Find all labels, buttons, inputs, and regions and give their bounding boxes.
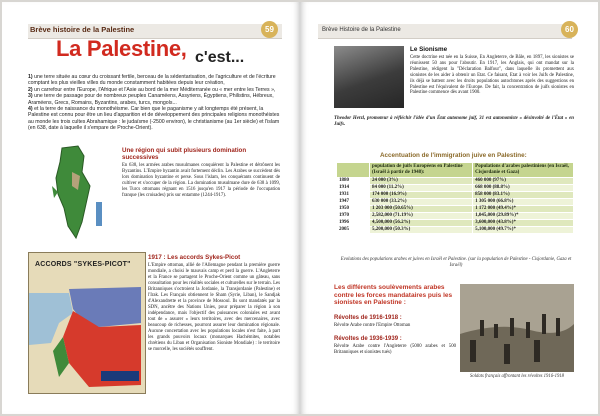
herzl-quote: Theodor Herzl, promoteur à réfléchir l'idée d'un État autonome juif, 31 est autonomiste « désinvolté de l'État » en Juifs. — [334, 116, 574, 127]
left-header-title: Brève histoire de la Palestine — [30, 25, 135, 34]
section-sykes-picot-text: L'Empire ottoman, allié de l'Allemagne pendant la première guerre mondiale, a choisi le mauvais camp et perd la guerre. L'Angleterre et la France se partagent le Proche-Orient comme un gâteau, sans consultation pour les réalités sociales et culturelles sur le terrain. Les Britanniques s'octroient la Jordanie, la Transjordanie (Palestine) et l'Irak. Les Français obtiennent le Sham (Syrie, Liban), le Sandjak d'Alexandrette et la province de Mossoul. Ils sont mandatés par la SDN, ancêtre des Nations Unies, pour préparer la région à son indépendance, mais l'objectif des puissances coloniales est avant tout de « assurer » leurs territoires, avec des mercenaires, avec beaucoup de richesses, pourront assurer leur domination régionale. Aucune concertation avec les populations locales n'est faite, à part les grands pouvoirs locaux (monarques Hachémites, notables chrétiens du Liban et Organisation Sioniste Mondiale) : le territoire se morcelle, les sociétés souffrent. — [148, 263, 281, 352]
herzl-portrait-image — [334, 46, 404, 108]
table-row: 1950 1 203 000 (50.65%) 1 172 000 (49.4%)* — [337, 206, 574, 213]
left-page-number: 59 — [261, 21, 278, 38]
immigration-table-note: Evolutions des populations arabes et juives en Israël et Palestine. (sur la population de Palestine - Cisjordanie, Gaza et Israël) — [340, 257, 572, 268]
right-header-title: Brève Histoire de la Palestine — [322, 27, 401, 33]
table-header-cell: Populations d'arabes palestiniens (en Israël, Cisjordanie et Gaza) — [473, 163, 574, 178]
intro-item: 1) une terre située au cœur du croissant fertile, berceau de la sédentarisation, de l'agriculture et de l'écriture comptant les plus vieilles villes du monde constamment habitées depuis leur création, — [28, 74, 276, 87]
section-revolts — [334, 284, 456, 356]
palestine-map-image — [32, 142, 118, 242]
revolt-1916-title: Révoltes de 1916-1918 : — [334, 314, 402, 321]
soldiers-photo-caption: Soldats français affrontant les révoltes 1916-1918 — [470, 374, 564, 379]
right-page — [300, 2, 598, 414]
section-dominations — [122, 147, 280, 199]
table-row: 1970 2,582,000 (71.19%) 1,045,000 (29.89%)* — [337, 213, 574, 220]
page-title-sub: c'est... — [195, 49, 245, 66]
revolt-1916-text: Révolte Arabe contre l'Empire Ottoman — [334, 322, 411, 328]
left-page — [2, 2, 300, 414]
page-title: La Palestine, — [56, 36, 187, 61]
section-dominations-title: Une région qui subit plusieurs domination successives — [122, 147, 247, 161]
intro-list — [28, 74, 282, 132]
section-zionism-text: Cette doctrine est née en la Suisse, En Angleterre, de Bâle, en 1897, les sionistes se réunissent 50 ans pour l'aboutir. En 1917, les Anglais, qui ont mandat sur la Palestine, rédigent la "Déclaration Balfour", dans laquelle ils promettent aux sionistes de les aider à obtenir un Etat. Ce faisant, Etat à voir les Juifs de Palestine, ils déjà se battent avec les droits populations autochtones après des suggestions en Palestine est l'équivalent de l'Europe. De fait, la concentration de juifs sionistes en Palestine commence dès avant 1900. — [410, 55, 574, 96]
right-header — [318, 24, 572, 39]
book-spread — [2, 2, 598, 414]
table-header-cell — [337, 163, 370, 178]
right-page-number: 60 — [561, 21, 578, 38]
sykes-picot-map-title: ACCORDS "SYKES-PICOT" — [35, 261, 131, 268]
intro-item: 3) une terre de passage pour de nombreux peuples Canaméens, Assyriens, Égyptiens, Philistins, Hébreux, Araméens, Grecs, Romains, Byzantins, arabes, turcs, mongols... — [28, 93, 274, 106]
table-row: 2005 5,200,000 (50.3%) 5,100,000 (49.7%)* — [337, 227, 574, 234]
table-header-row — [337, 163, 574, 178]
table-row: 1931 174 000 (16.9%) 858 000 (83.1%) — [337, 192, 574, 199]
intro-item: 4) et la terre de naissance du monothéisme. Car bien que le paganisme y ait longtemps été présent, la Palestine est connu pour être un lieu d'apparition et de développement des principales religions monothéistes au monde les trois cultes Abrahamique : le judaïsme (-2500 environ), le christianisme (au 1er siècle) et l'islam (en 638, date à laquelle il s'empare de Proche-Orient). — [28, 106, 280, 132]
section-sykes-picot-title: 1917 : Les accords Sykes-Picot — [148, 254, 241, 261]
table-row: 1996 4,500,000 (56.2%) 3,600,000 (43.8%)* — [337, 220, 574, 227]
section-sykes-picot — [148, 254, 280, 353]
section-revolts-title: Les différents soulèvements arabes contre les forces mandataires puis les sionistes en Palestine : — [334, 284, 453, 306]
sykes-picot-map-drawing — [29, 253, 145, 393]
intro-item: 2) un carrefour entre l'Europe, l'Afrique et l'Asie au bord de la mer Méditerranée ou « mer entre les Terres », — [28, 86, 276, 93]
table-header-cell: population de juifs Européens en Palestine (Israël à partir de 1948): — [370, 163, 473, 178]
revolt-1936-title: Révoltes de 1936-1939 : — [334, 336, 402, 343]
table-row: 1947 630 000 (33.2%) 1 305 000 (66.8%) — [337, 199, 574, 206]
section-zionism-title: Le Sionisme — [410, 46, 448, 53]
immigration-table — [336, 162, 574, 234]
table-row: 1914 84 000 (11.2%) 668 000 (88.8%) — [337, 185, 574, 192]
section-zionism — [410, 46, 574, 96]
table-row: 1880 24 000 (3%) 460 000 (97%) — [337, 178, 574, 185]
immigration-table-title: Accentuation de l'immigration juive en Palestine: — [380, 152, 527, 159]
soldiers-photo-image — [460, 284, 574, 372]
sykes-picot-map-image — [28, 252, 146, 394]
section-dominations-text: En 638, les armées arabes musulmanes conquièrent la Palestine et détrônent les Byzantins. L'Empire byzantin avait fortement déclin. Les Arabes se succèdent dès lors domination byzantine et perse. Sous l'islam, les conquérants continuent de cultiver et s'occuper de la région. La domination musulmane dure de 638 à 1099, les Turcs ottomans régnant en 1516 jusqu'en 1917 la période de l'occupation franque (les croisades) pris sur entamme (1244-1917). — [122, 163, 280, 198]
revolt-1936-text: Révolte Arabe contre l'Angleterre (5000 arabes et 500 Britanniques et sionistes tués) — [334, 344, 456, 356]
